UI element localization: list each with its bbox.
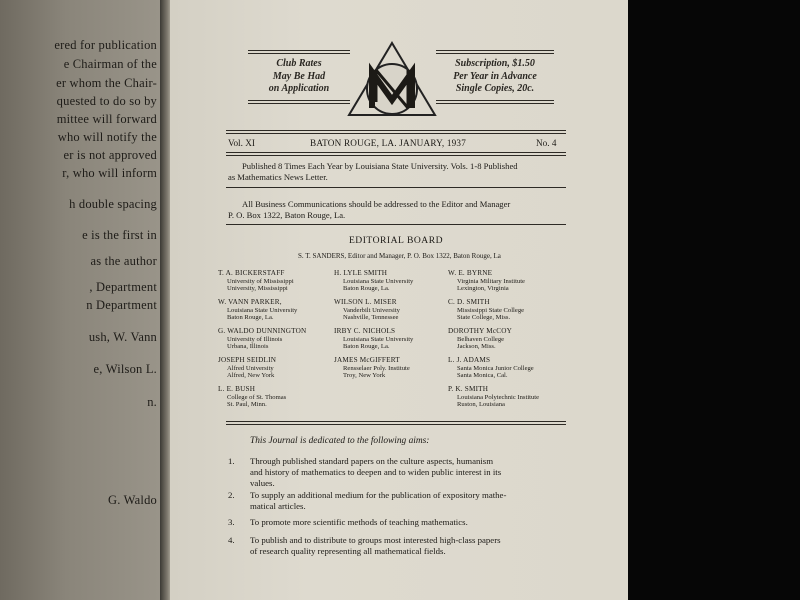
dateline-rule: [226, 130, 566, 134]
aim-item: [228, 535, 578, 559]
aim-item: [228, 517, 578, 529]
aim-number: 3.: [228, 517, 235, 527]
aim-text: Through published standard papers on the culture aspects, humanism and history of mathematics to deepen and to widen public interest in its values.: [250, 456, 502, 488]
section-rule: [226, 224, 566, 225]
left-page-text: e Chairman of the: [63, 57, 157, 71]
subscription-note: Subscription, $1.50 Per Year in Advance Single Copies, 20c.: [453, 58, 537, 94]
publication-note: Published 8 Times Each Year by Louisiana State University. Vols. 1-8 Published as Mathematics News Letter.: [228, 161, 518, 182]
board-member: C. D. SMITH Mississippi State College State College, Miss.: [448, 298, 525, 322]
left-page-text: who will notify the: [57, 130, 157, 144]
left-page-text: G. Waldo: [108, 493, 157, 507]
club-rates-note: Club Rates May Be Had on Application: [268, 58, 330, 94]
board-column-1: [218, 269, 336, 414]
aim-number: 4.: [228, 535, 235, 545]
masthead-rule: [248, 50, 350, 54]
masthead-rule: [436, 100, 554, 104]
dateline-rule: [226, 152, 566, 156]
board-member: G. WALDO DUNNINGTON University of Illinois Urbana, Illinois: [218, 327, 307, 351]
aim-text: To publish and to distribute to groups most interested high-class papers of research quality representing all mathematical fields.: [250, 535, 501, 556]
journal-page: [170, 0, 628, 600]
left-page-text: n Department: [86, 298, 157, 312]
left-page-text: e, Wilson L.: [93, 362, 157, 376]
left-page: [0, 0, 165, 600]
aim-text: To supply an additional medium for the publication of expository mathe- matical articles.: [250, 490, 507, 511]
left-page-text: er whom the Chair-: [56, 76, 157, 90]
left-page-text: ush, W. Vann: [88, 330, 157, 344]
board-member: H. LYLE SMITH Louisiana State University Baton Rouge, La.: [334, 269, 414, 293]
board-member: L. E. BUSH College of St. Thomas St. Paul, Minn.: [218, 385, 287, 409]
aim-number: 1.: [228, 456, 235, 466]
left-page-text: ered for publication: [54, 38, 157, 52]
place-date: BATON ROUGE, LA. JANUARY, 1937: [310, 138, 466, 148]
board-column-2: [334, 269, 454, 385]
aim-item: [228, 456, 578, 492]
board-member: DOROTHY McCOY Belhaven College Jackson, Miss.: [448, 327, 513, 351]
board-column-3: [448, 269, 588, 414]
aim-text: To promote more scientific methods of teaching mathematics.: [250, 517, 468, 527]
nm-monogram-icon: [346, 40, 438, 118]
aim-number: 2.: [228, 490, 235, 500]
left-page-text: er is not approved: [63, 148, 157, 162]
volume-label: Vol. XI: [228, 138, 255, 148]
section-rule: [226, 421, 566, 425]
background-dark: [628, 0, 800, 600]
board-member: WILSON L. MISER Vanderbilt University Nashville, Tennessee: [334, 298, 400, 322]
issue-number: No. 4: [536, 138, 557, 148]
left-page-text: r, who will inform: [62, 166, 157, 180]
business-note: All Business Communications should be addressed to the Editor and Manager P. O. Box 1322, Baton Rouge, La.: [228, 199, 511, 220]
left-page-text: n.: [147, 395, 157, 409]
board-member: P. K. SMITH Louisiana Polytechnic Institute Ruston, Louisiana: [448, 385, 540, 409]
section-rule: [226, 187, 566, 188]
editorial-board-heading: EDITORIAL BOARD: [348, 235, 444, 246]
board-member: T. A. BICKERSTAFF University of Mississippi University, Mississippi: [218, 269, 294, 293]
editor-line: S. T. SANDERS, Editor and Manager, P. O. Box 1322, Baton Rouge, La: [298, 252, 501, 260]
left-page-text: quested to do so by: [56, 94, 157, 108]
masthead-rule: [248, 100, 350, 104]
aims-intro: This Journal is dedicated to the following aims:: [250, 436, 430, 446]
board-member: JAMES McGIFFERT Rensselaer Poly. Institute Troy, New York: [334, 356, 410, 380]
aim-item: [228, 490, 578, 514]
left-page-text: as the author: [90, 254, 157, 268]
board-member: W. VANN PARKER, Louisiana State University Baton Rouge, La.: [218, 298, 298, 322]
board-member: L. J. ADAMS Santa Monica Junior College Santa Monica, Cal.: [448, 356, 534, 380]
masthead-rule: [436, 50, 554, 54]
left-page-text: e is the first in: [82, 228, 157, 242]
left-page-text: mittee will forward: [56, 112, 157, 126]
board-member: IRBY C. NICHOLS Louisiana State University Baton Rouge, La.: [334, 327, 414, 351]
left-page-text: , Department: [89, 280, 157, 294]
left-page-text: h double spacing: [69, 197, 157, 211]
board-member: W. E. BYRNE Virginia Military Institute Lexington, Virginia: [448, 269, 525, 293]
board-member: JOSEPH SEIDLIN Alfred University Alfred, New York: [218, 356, 277, 380]
